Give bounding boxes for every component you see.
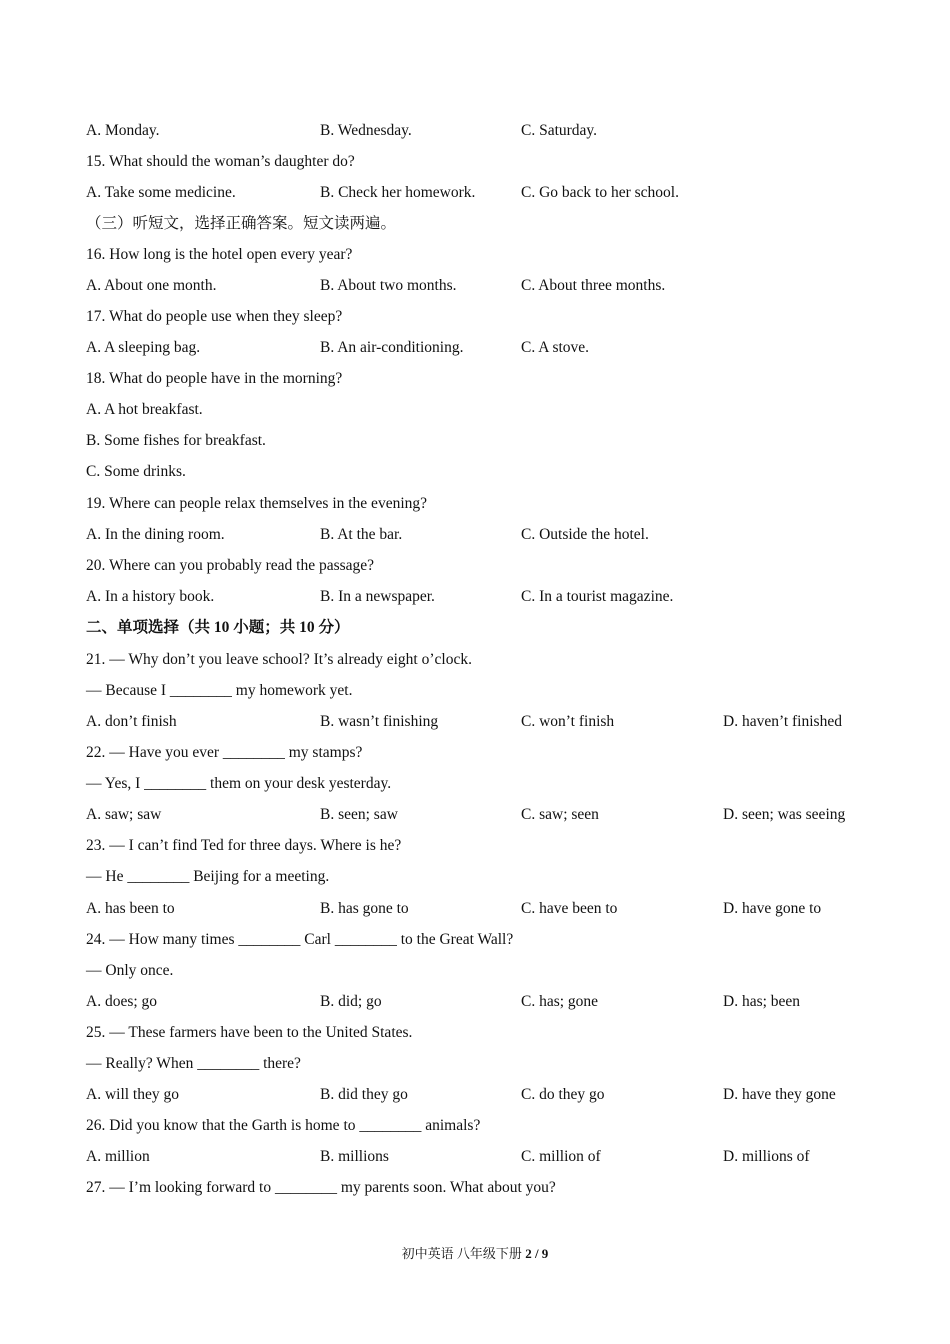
question-text: 20. Where can you probably read the passage? xyxy=(86,557,375,574)
answer-option: A. has been to xyxy=(86,900,175,917)
answer-option: D. have gone to xyxy=(723,900,822,917)
answer-option: C. million of xyxy=(521,1148,601,1165)
question-text: 16. How long is the hotel open every year? xyxy=(86,246,353,263)
answer-option: A. don’t finish xyxy=(86,713,177,730)
question-text: — Yes, I ________ them on your desk yesterday. xyxy=(86,775,392,792)
answer-option: C. saw; seen xyxy=(521,806,599,823)
question-text: 19. Where can people relax themselves in the evening? xyxy=(86,495,428,512)
answer-option: B. has gone to xyxy=(320,900,409,917)
question-text: 27. — I’m looking forward to ________ my parents soon. What about you? xyxy=(86,1179,556,1196)
question-text: （三）听短文，选择正确答案。短文读两遍。 xyxy=(86,215,397,232)
answer-option: A. In a history book. xyxy=(86,588,215,605)
answer-option: A. Take some medicine. xyxy=(86,184,236,201)
question-text: — Only once. xyxy=(86,962,174,979)
answer-option: B. Wednesday. xyxy=(320,122,412,139)
answer-option: B. Check her homework. xyxy=(320,184,476,201)
question-text: 17. What do people use when they sleep? xyxy=(86,308,343,325)
answer-option: A. million xyxy=(86,1148,150,1165)
question-text: A. A hot breakfast. xyxy=(86,401,203,418)
answer-option: C. About three months. xyxy=(521,277,666,294)
answer-option: D. haven’t finished xyxy=(723,713,842,730)
answer-option: C. Outside the hotel. xyxy=(521,526,649,543)
answer-option: D. millions of xyxy=(723,1148,810,1165)
answer-option: A. Monday. xyxy=(86,122,160,139)
question-text: 15. What should the woman’s daughter do? xyxy=(86,153,355,170)
answer-option: C. has; gone xyxy=(521,993,599,1010)
question-text: 18. What do people have in the morning? xyxy=(86,370,343,387)
question-text: 24. — How many times ________ Carl ________ to the Great Wall? xyxy=(86,931,514,948)
answer-option: A. In the dining room. xyxy=(86,526,225,543)
question-text: B. Some fishes for breakfast. xyxy=(86,432,266,449)
answer-option: A. does; go xyxy=(86,993,158,1010)
answer-option: C. won’t finish xyxy=(521,713,615,730)
answer-option: A. About one month. xyxy=(86,277,217,294)
footer-subject: 初中英语 八年级下册 xyxy=(401,1246,526,1261)
question-text: 26. Did you know that the Garth is home to ________ animals? xyxy=(86,1117,481,1134)
answer-option: D. seen; was seeing xyxy=(723,806,846,823)
answer-option: A. saw; saw xyxy=(86,806,162,823)
answer-option: B. did they go xyxy=(320,1086,408,1103)
question-text: — He ________ Beijing for a meeting. xyxy=(86,868,330,885)
answer-option: C. do they go xyxy=(521,1086,605,1103)
answer-option: B. At the bar. xyxy=(320,526,403,543)
answer-option: A. will they go xyxy=(86,1086,179,1103)
question-text: 25. — These farmers have been to the United States. xyxy=(86,1024,413,1041)
answer-option: A. A sleeping bag. xyxy=(86,339,201,356)
answer-option: C. have been to xyxy=(521,900,618,917)
section-heading: 二、单项选择（共 10 小题；共 10 分） xyxy=(86,619,350,636)
footer-page-number: 2 / 9 xyxy=(525,1246,549,1261)
answer-option: D. has; been xyxy=(723,993,801,1010)
question-text: — Really? When ________ there? xyxy=(86,1055,301,1072)
page-footer xyxy=(0,1245,950,1263)
answer-option: B. seen; saw xyxy=(320,806,398,823)
answer-option: B. did; go xyxy=(320,993,382,1010)
question-text: 23. — I can’t find Ted for three days. Where is he? xyxy=(86,837,402,854)
answer-option: C. Saturday. xyxy=(521,122,598,139)
answer-option: B. About two months. xyxy=(320,277,457,294)
question-text: C. Some drinks. xyxy=(86,463,186,480)
question-text: 21. — Why don’t you leave school? It’s already eight o’clock. xyxy=(86,651,472,668)
answer-option: C. In a tourist magazine. xyxy=(521,588,674,605)
answer-option: C. A stove. xyxy=(521,339,590,356)
question-text: 22. — Have you ever ________ my stamps? xyxy=(86,744,363,761)
question-text: — Because I ________ my homework yet. xyxy=(86,682,353,699)
answer-option: B. In a newspaper. xyxy=(320,588,435,605)
answer-option: C. Go back to her school. xyxy=(521,184,679,201)
answer-option: B. wasn’t finishing xyxy=(320,713,439,730)
answer-option: B. millions xyxy=(320,1148,389,1165)
answer-option: B. An air-conditioning. xyxy=(320,339,464,356)
answer-option: D. have they gone xyxy=(723,1086,836,1103)
